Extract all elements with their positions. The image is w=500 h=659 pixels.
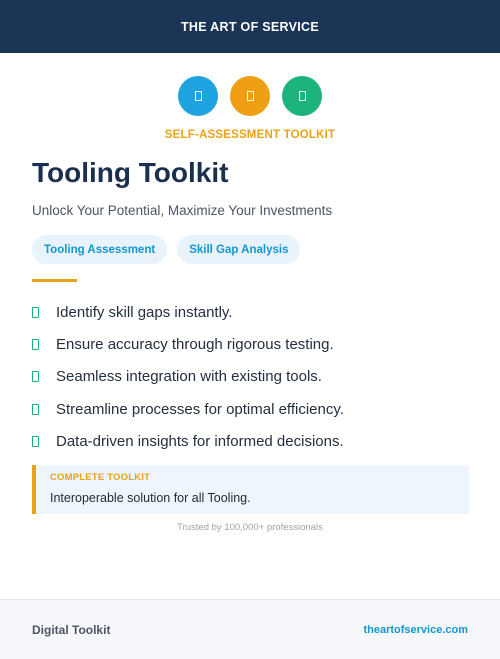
- orange-badge-icon: [230, 76, 270, 116]
- page-title: Tooling Toolkit: [32, 157, 229, 188]
- blue-badge-icon: [178, 76, 218, 116]
- icon-row: [0, 76, 500, 116]
- benefit-list: [32, 296, 344, 457]
- benefit-text: Data-driven insights for informed decisions.: [56, 432, 344, 450]
- placeholder-glyph-icon: [195, 91, 202, 101]
- page-footer: [0, 599, 500, 659]
- tag-list: [32, 235, 300, 264]
- brand-name: THE ART OF SERVICE: [180, 19, 320, 34]
- check-icon: [32, 339, 39, 350]
- placeholder-glyph-icon: [247, 91, 254, 101]
- eyebrow-label: SELF-ASSESSMENT TOOLKIT: [164, 129, 336, 141]
- brand-header: [0, 0, 500, 53]
- toolkit-callout: [32, 465, 469, 514]
- tag-skill-gap-analysis: Skill Gap Analysis: [177, 235, 300, 264]
- check-icon: [32, 436, 39, 447]
- callout-label: COMPLETE TOOLKIT: [50, 472, 151, 483]
- benefit-item: [32, 393, 344, 425]
- callout-text: Interoperable solution for all Tooling.: [50, 491, 251, 505]
- footer-label: Digital Toolkit: [32, 622, 111, 637]
- benefit-text: Streamline processes for optimal efficiency.: [56, 400, 344, 418]
- benefit-item: [32, 296, 344, 328]
- tag-tooling-assessment: Tooling Assessment: [32, 235, 167, 264]
- check-icon: [32, 404, 39, 415]
- green-badge-icon: [282, 76, 322, 116]
- benefit-item: [32, 425, 344, 457]
- benefit-text: Ensure accuracy through rigorous testing.: [56, 335, 334, 353]
- check-icon: [32, 371, 39, 382]
- benefit-item: [32, 361, 344, 393]
- page-subtitle: Unlock Your Potential, Maximize Your Investments: [32, 203, 333, 218]
- trust-note: Trusted by 100,000+ professionals: [177, 522, 323, 533]
- benefit-text: Seamless integration with existing tools.: [56, 368, 322, 386]
- placeholder-glyph-icon: [299, 91, 306, 101]
- website-link[interactable]: theartofservice.com: [363, 623, 468, 636]
- benefit-item: [32, 328, 344, 360]
- benefit-text: Identify skill gaps instantly.: [56, 303, 233, 321]
- check-icon: [32, 307, 39, 318]
- accent-divider: [32, 279, 77, 282]
